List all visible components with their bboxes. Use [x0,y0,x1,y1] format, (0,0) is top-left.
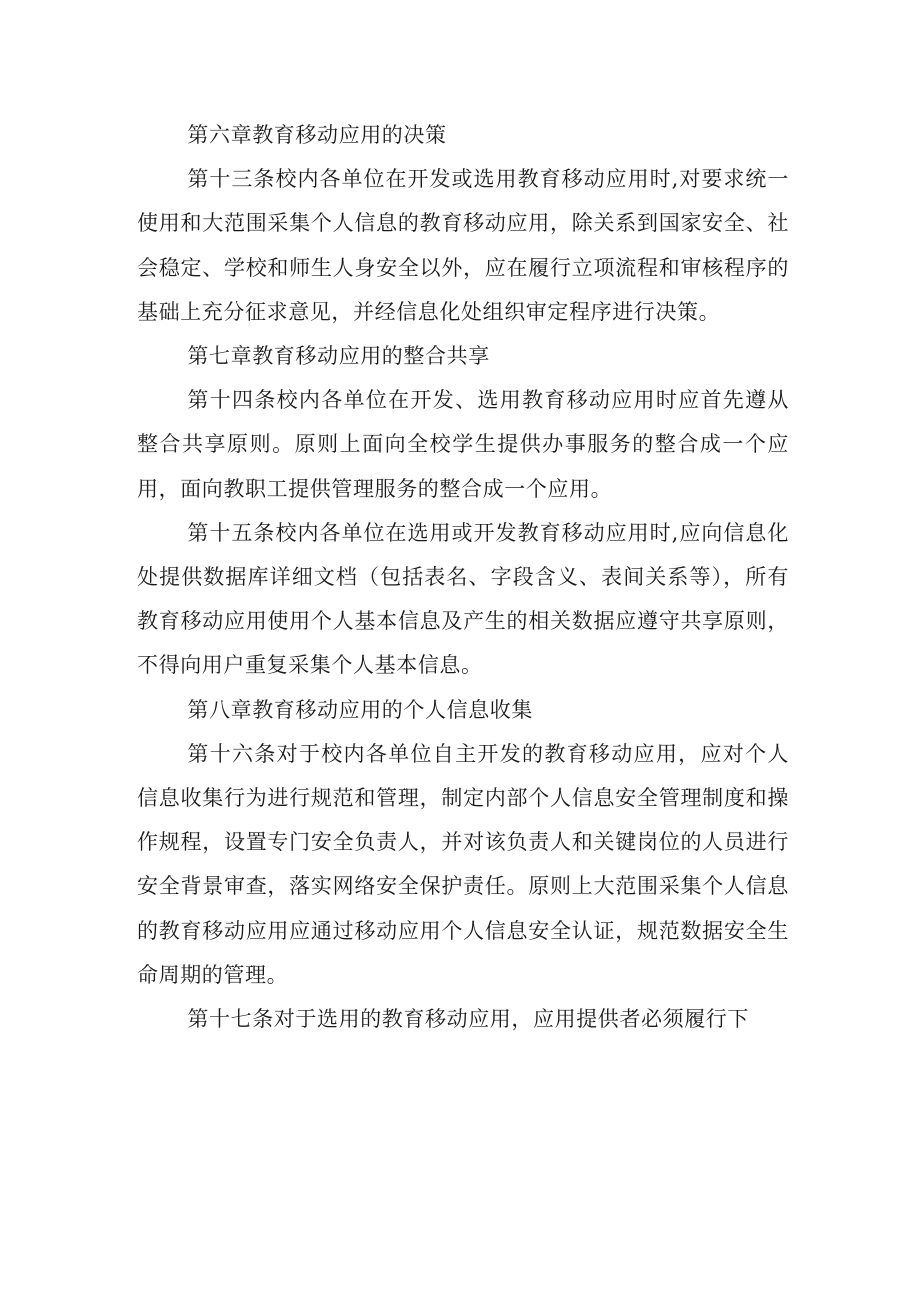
article-16-paragraph: 第十六条对于校内各单位自主开发的教育移动应用，应对个人信息收集行为进行规范和管理，制定内部个人信息安全管理制度和操作规程，设置专门安全负责人，并对该负责人和关键岗位的人员进行安全背景审查，落实网络安全保护责任。原则上大范围采集个人信息的教育移动应用应通过移动应用个人信息安全认证，规范数据安全生命周期的管理。 [137,741,789,987]
article-14-paragraph: 第十四条校内各单位在开发、选用教育移动应用时应首先遵从整合共享原则。原则上面向全校学生提供办事服务的整合成一个应用，面向教职工提供管理服务的整合成一个应用。 [137,388,789,501]
chapter-8-heading: 第八章教育移动应用的个人信息收集 [187,697,533,722]
article-17-paragraph: 第十七条对于选用的教育移动应用，应用提供者必须履行下 [187,1007,749,1032]
article-13-paragraph: 第十三条校内各单位在开发或选用教育移动应用时,对要求统一使用和大范围采集个人信息的教育移动应用，除关系到国家安全、社会稳定、学校和师生人身安全以外，应在履行立项流程和审核程序的基础上充分征求意见，并经信息化处组织审定程序进行决策。 [137,167,789,324]
chapter-6-heading: 第六章教育移动应用的决策 [187,123,447,147]
chapter-7-heading: 第七章教育移动应用的整合共享 [187,344,490,369]
article-15-paragraph: 第十五条校内各单位在选用或开发教育移动应用时,应向信息化处提供数据库详细文档（包括表名、字段含义、表间关系等），所有教育移动应用使用个人基本信息及产生的相关数据应遵守共享原则，不得向用户重复采集个人基本信息。 [137,520,789,678]
document-page [137,113,789,1041]
